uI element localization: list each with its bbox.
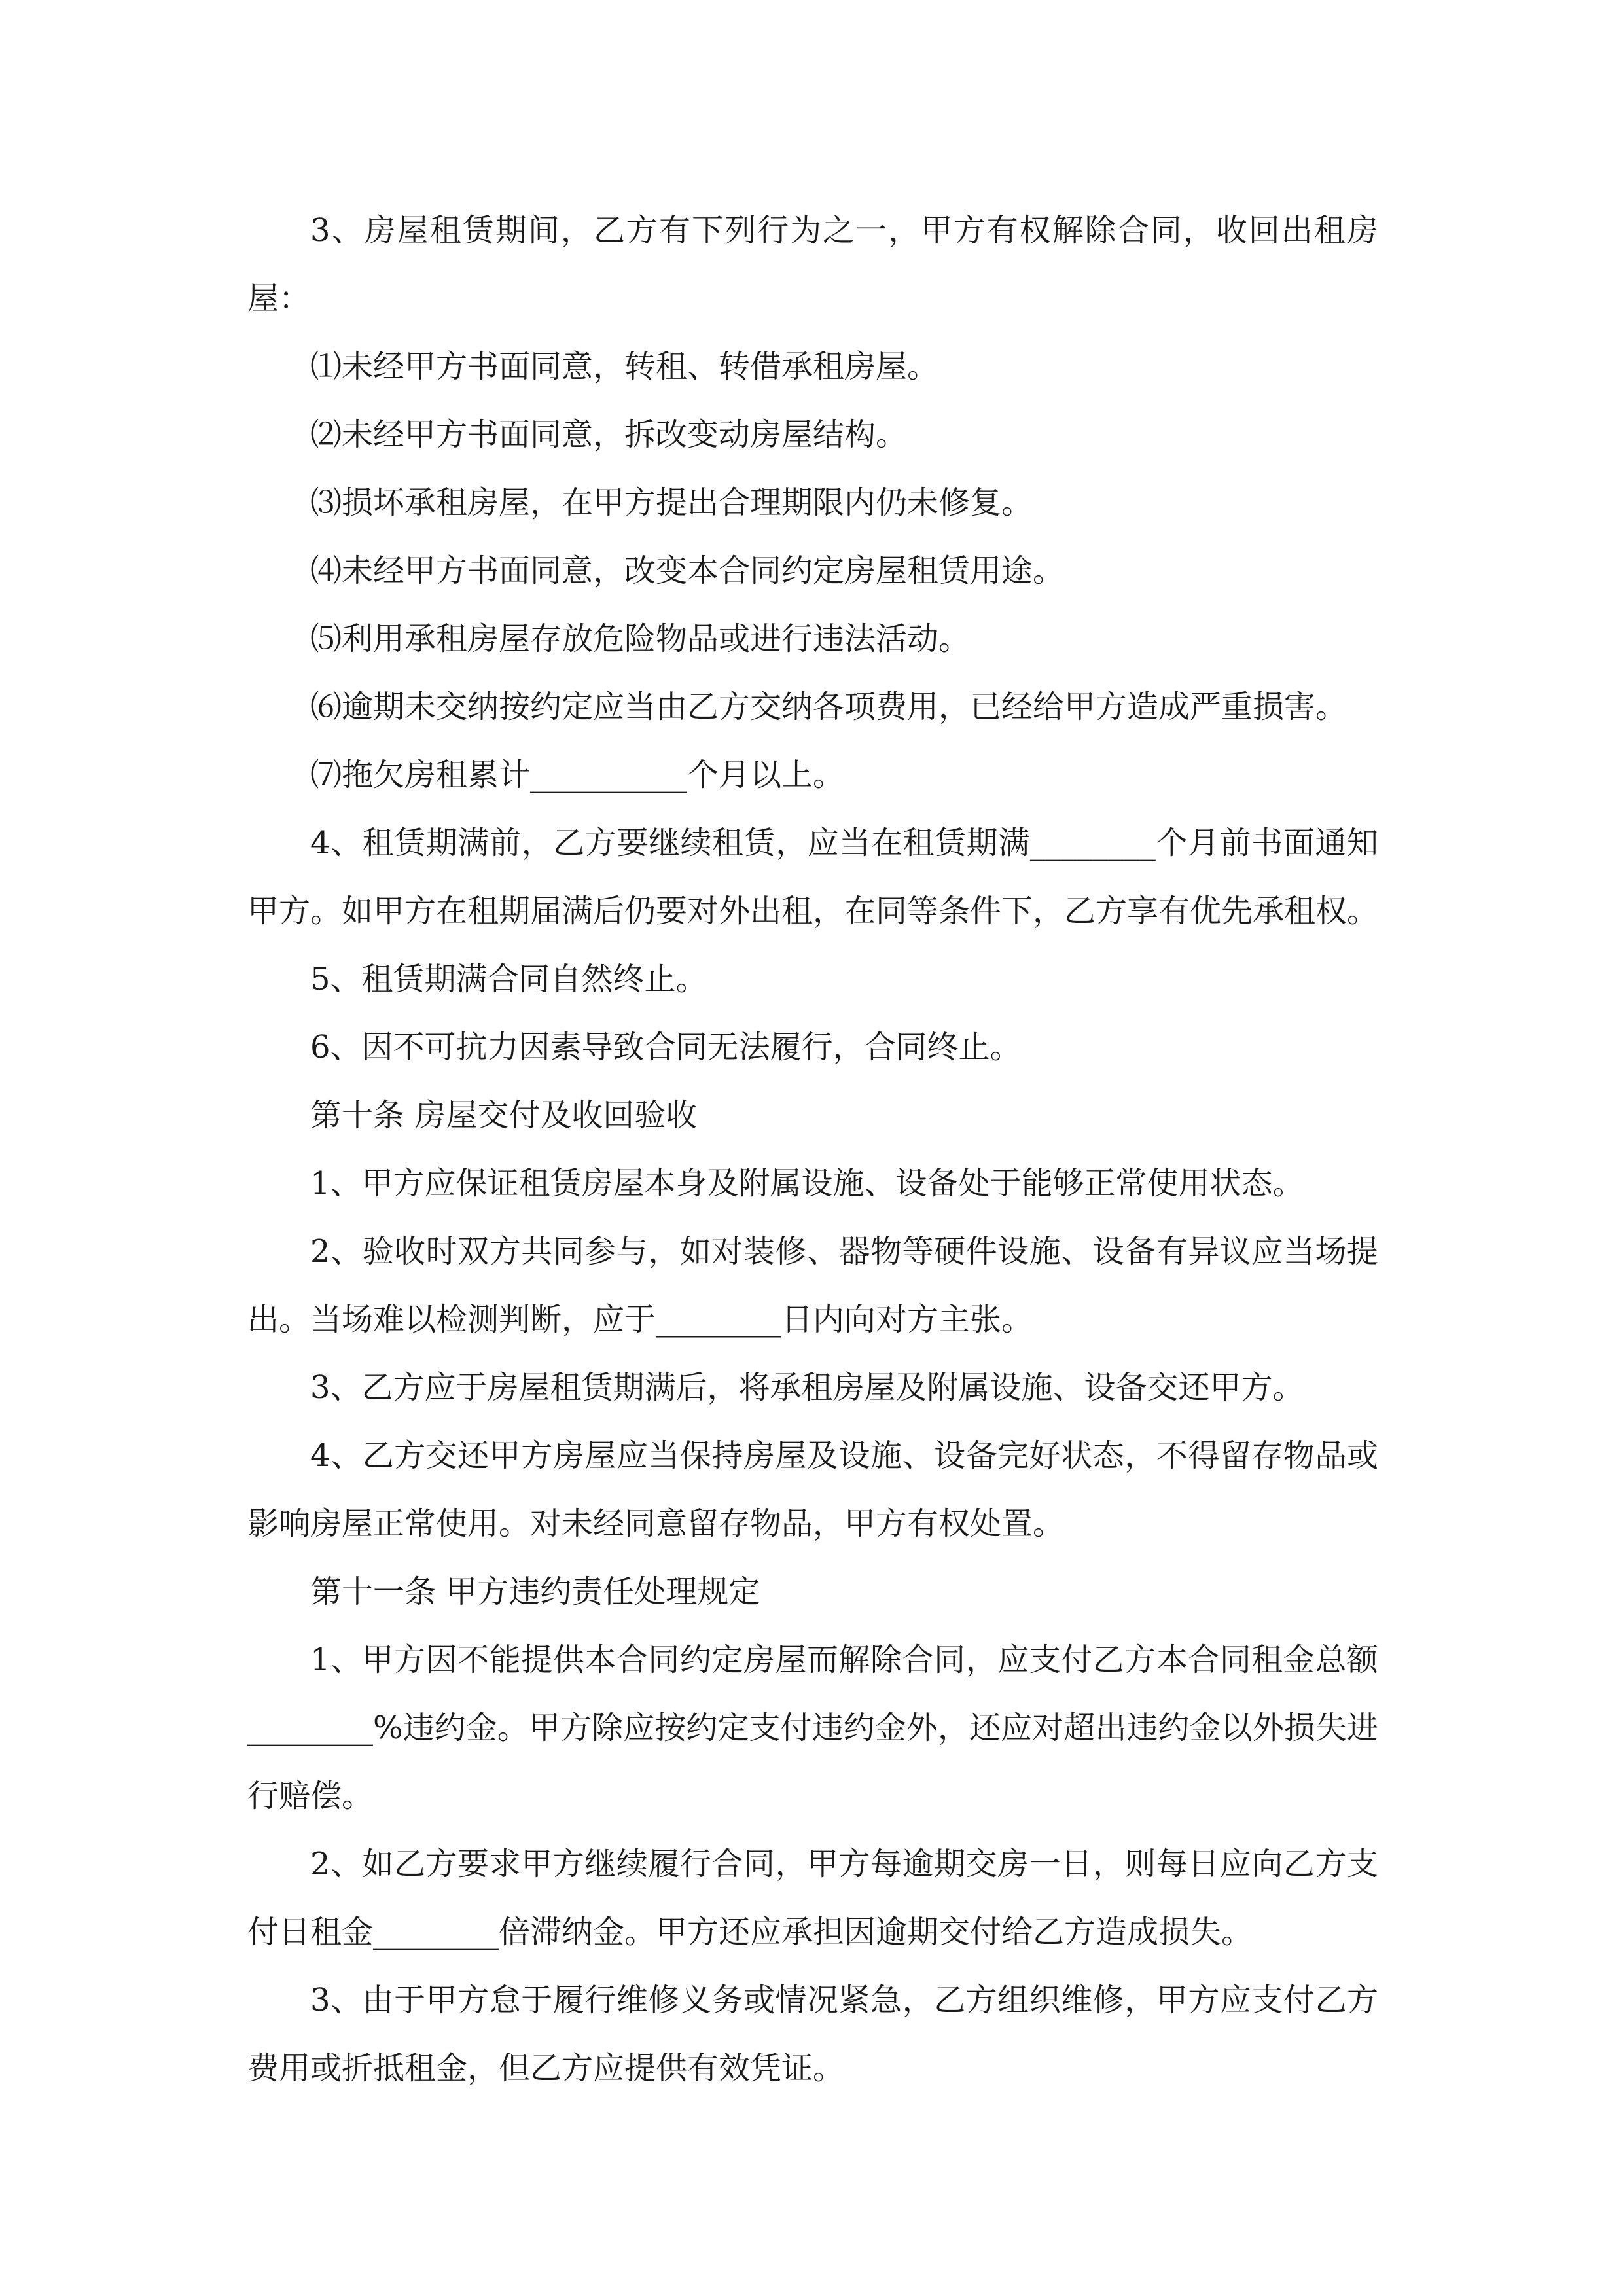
- clause-11-3-paragraph: 3、由于甲方怠于履行维修义务或情况紧急，乙方组织维修，甲方应支付乙方费用或折抵租金，但乙方应提供有效凭证。: [247, 1982, 1378, 2087]
- clause-11-2-paragraph: 2、如乙方要求甲方继续履行合同，甲方每逾期交房一日，则每日应向乙方支付日租金________倍滞纳金。甲方还应承担因逾期交付给乙方造成损失。: [247, 1846, 1378, 1950]
- clause-9-3-item-3: ⑶损坏承租房屋，在甲方提出合理期限内仍未修复。: [310, 484, 1033, 521]
- clause-9-3-item-2: ⑵未经甲方书面同意，拆改变动房屋结构。: [310, 416, 908, 453]
- clause-10-3-paragraph: 3、乙方应于房屋租赁期满后，将承租房屋及附属设施、设备交还甲方。: [310, 1369, 1304, 1406]
- clause-10-2-paragraph: 2、验收时双方共同参与，如对装修、器物等硬件设施、设备有异议应当场提出。当场难以检测判断，应于________日内向对方主张。: [247, 1233, 1378, 1338]
- clause-11-1-paragraph: 1、甲方因不能提供本合同约定房屋而解除合同，应支付乙方本合同租金总额________%违约金。甲方除应按约定支付违约金外，还应对超出违约金以外损失进行赔偿。: [247, 1641, 1378, 1814]
- clause-9-3-item-5: ⑸利用承租房屋存放危险物品或进行违法活动。: [310, 620, 971, 657]
- article-10-heading: 第十条 房屋交付及收回验收: [310, 1097, 698, 1134]
- clause-9-3-item-1: ⑴未经甲方书面同意，转租、转借承租房屋。: [310, 348, 939, 385]
- clause-9-3-item-6: ⑹逾期未交纳按约定应当由乙方交纳各项费用，已经给甲方造成严重损害。: [310, 689, 1347, 725]
- clause-9-5-paragraph: 5、租赁期满合同自然终止。: [310, 961, 707, 997]
- clause-9-3-item-7: ⑺拖欠房租累计__________个月以上。: [310, 757, 845, 793]
- document-body: [247, 196, 1378, 2102]
- article-11-heading: 第十一条 甲方违约责任处理规定: [310, 1573, 760, 1610]
- clause-9-3-item-4: ⑷未经甲方书面同意，改变本合同约定房屋租赁用途。: [310, 552, 1065, 589]
- clause-10-1-paragraph: 1、甲方应保证租赁房屋本身及附属设施、设备处于能够正常使用状态。: [310, 1165, 1304, 1202]
- clause-9-4-paragraph: 4、租赁期满前，乙方要继续租赁，应当在租赁期满________个月前书面通知甲方。如甲方在租期届满后仍要对外出租，在同等条件下，乙方享有优先承租权。: [247, 825, 1379, 929]
- clause-10-4-paragraph: 4、乙方交还甲方房屋应当保持房屋及设施、设备完好状态，不得留存物品或影响房屋正常使用。对未经同意留存物品，甲方有权处置。: [247, 1437, 1378, 1542]
- clause-9-3-paragraph: 3、房屋租赁期间，乙方有下列行为之一，甲方有权解除合同，收回出租房屋：: [247, 212, 1378, 317]
- clause-9-6-paragraph: 6、因不可抗力因素导致合同无法履行，合同终止。: [310, 1029, 1022, 1066]
